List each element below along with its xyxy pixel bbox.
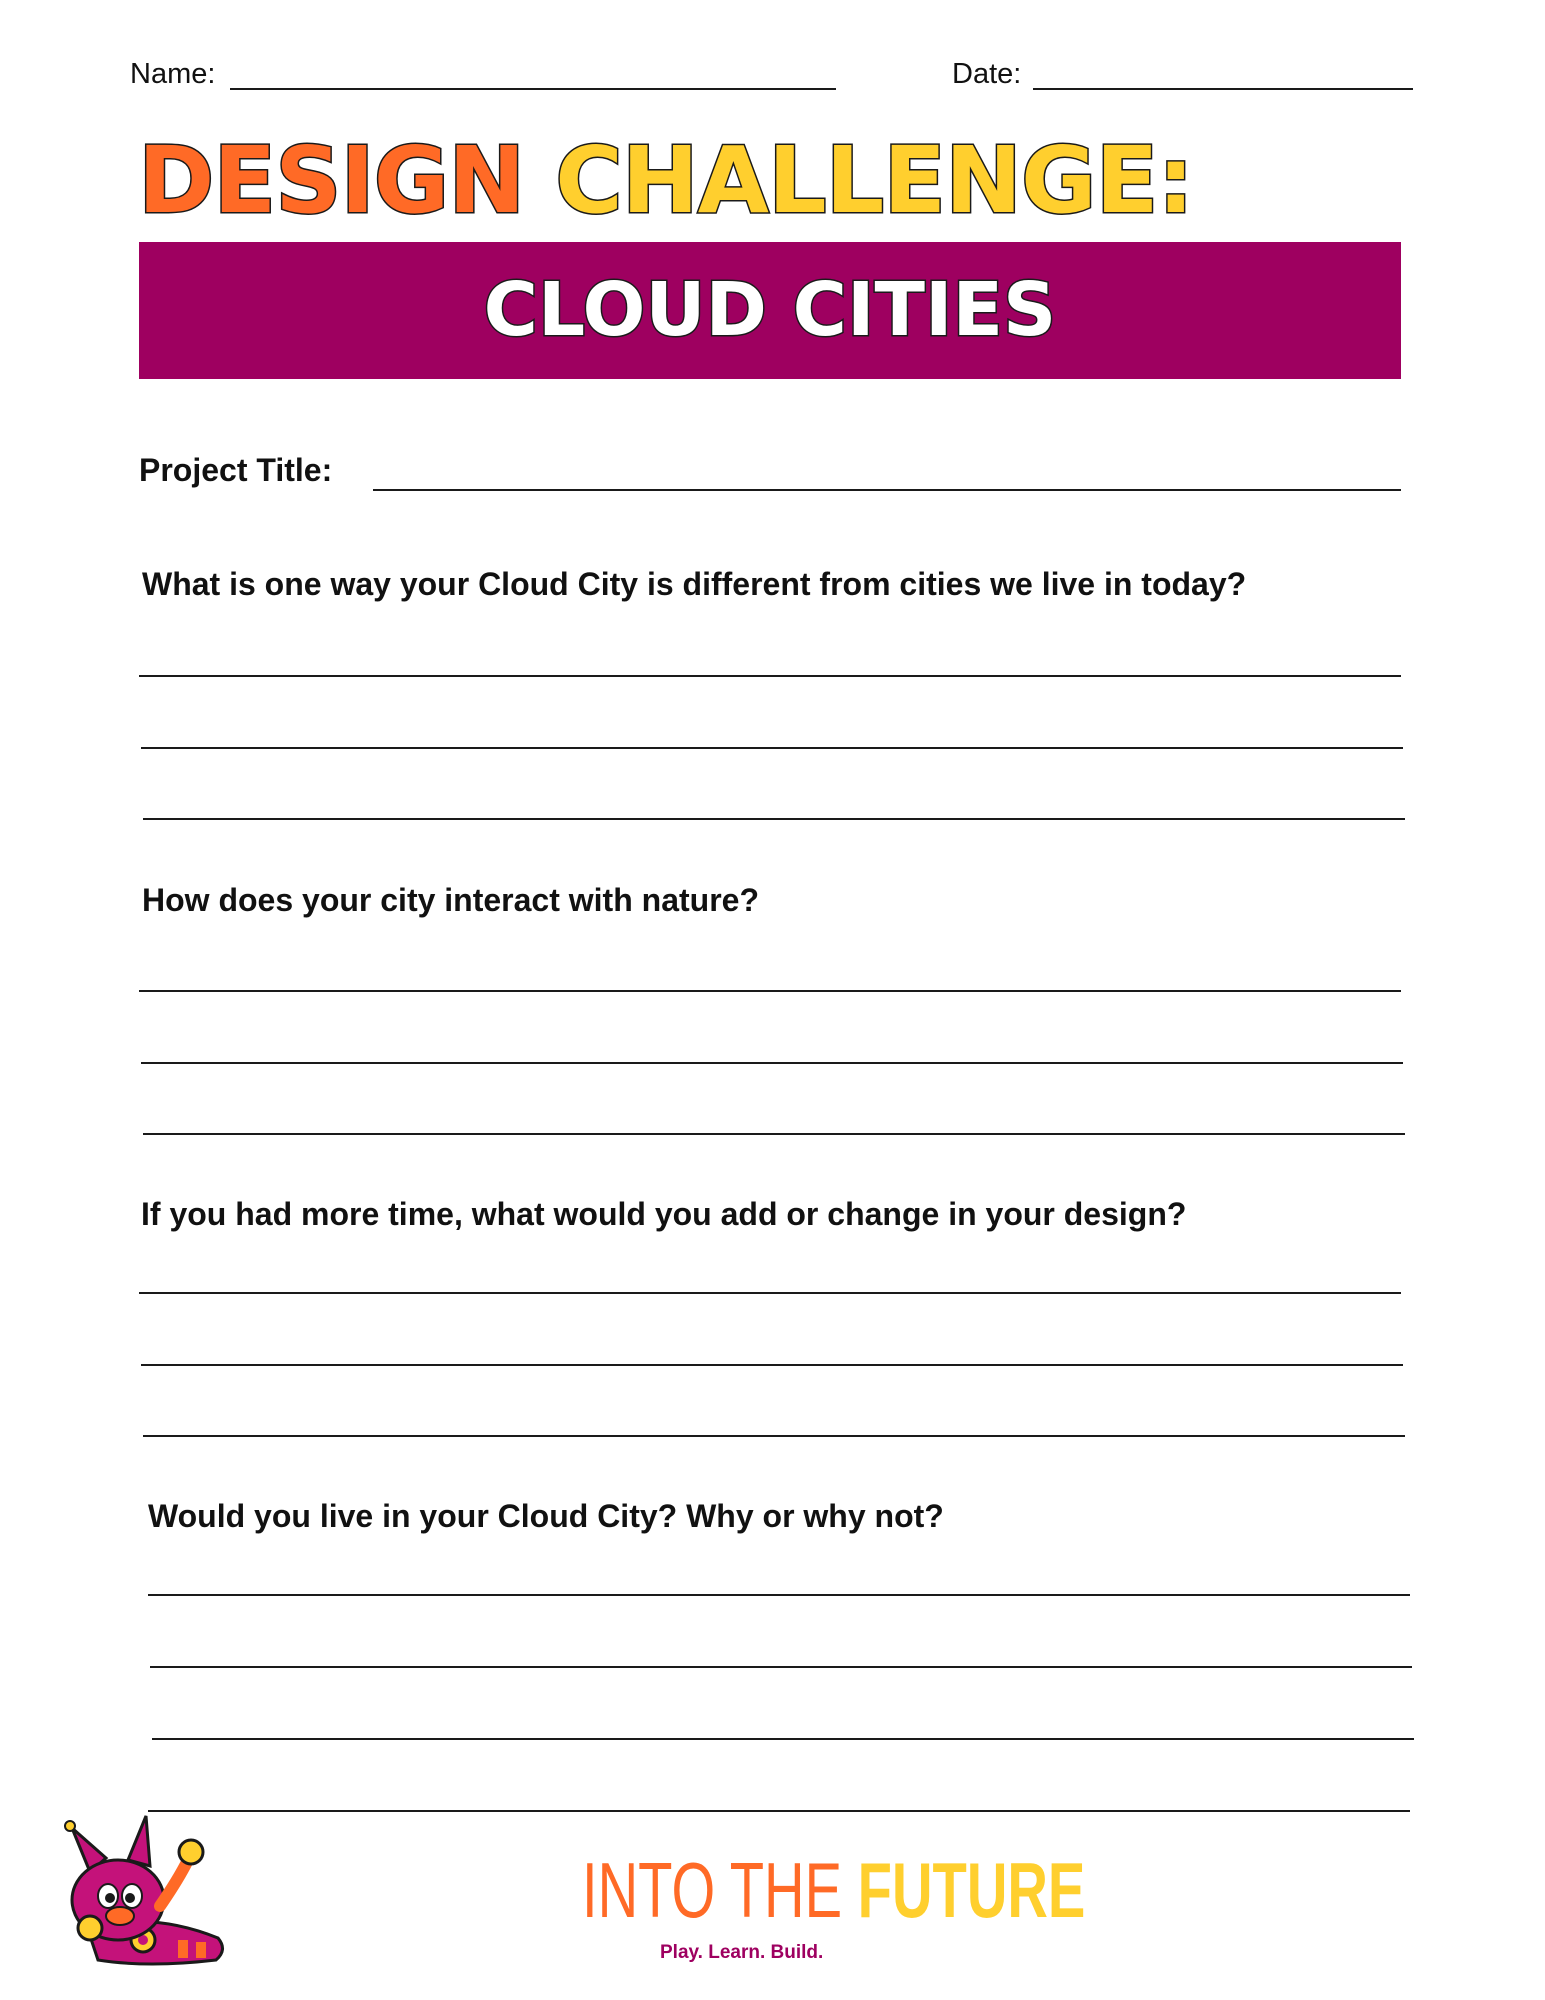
subtitle-text: CLOUD CITIES bbox=[483, 267, 1057, 353]
answer-line[interactable] bbox=[143, 1133, 1405, 1135]
page-title bbox=[138, 128, 1410, 233]
brand-logo bbox=[582, 1846, 1086, 1934]
name-field[interactable] bbox=[230, 88, 836, 90]
title-word-design: DESIGN bbox=[138, 127, 525, 234]
project-title-field[interactable] bbox=[373, 489, 1401, 491]
answer-line[interactable] bbox=[141, 747, 1403, 749]
answer-line[interactable] bbox=[148, 1594, 1410, 1596]
answer-line[interactable] bbox=[152, 1738, 1414, 1740]
name-label: Name: bbox=[130, 58, 216, 90]
brand-future: FUTURE bbox=[857, 1846, 1086, 1934]
subtitle-banner bbox=[139, 242, 1401, 379]
answer-line[interactable] bbox=[141, 1364, 1403, 1366]
answer-line[interactable] bbox=[139, 990, 1401, 992]
date-field[interactable] bbox=[1033, 88, 1413, 90]
answer-line[interactable] bbox=[150, 1666, 1412, 1668]
question-1: What is one way your Cloud City is different from cities we live in today? bbox=[142, 566, 1247, 602]
title-word-challenge: CHALLENGE: bbox=[555, 127, 1194, 234]
answer-line[interactable] bbox=[143, 818, 1405, 820]
question-2: How does your city interact with nature? bbox=[142, 882, 759, 918]
answer-line[interactable] bbox=[139, 1292, 1401, 1294]
project-title-label: Project Title: bbox=[139, 452, 333, 488]
brand-into-the: INTO THE bbox=[582, 1846, 858, 1934]
brand-tagline: Play. Learn. Build. bbox=[660, 1942, 824, 1963]
answer-line[interactable] bbox=[141, 1062, 1403, 1064]
date-label: Date: bbox=[952, 58, 1022, 90]
answer-line[interactable] bbox=[143, 1435, 1405, 1437]
question-3: If you had more time, what would you add or change in your design? bbox=[141, 1196, 1187, 1232]
answer-line[interactable] bbox=[148, 1810, 1410, 1812]
bunny-robot-mascot-icon bbox=[28, 1810, 238, 1970]
question-4: Would you live in your Cloud City? Why or why not? bbox=[148, 1498, 944, 1534]
answer-line[interactable] bbox=[139, 675, 1401, 677]
